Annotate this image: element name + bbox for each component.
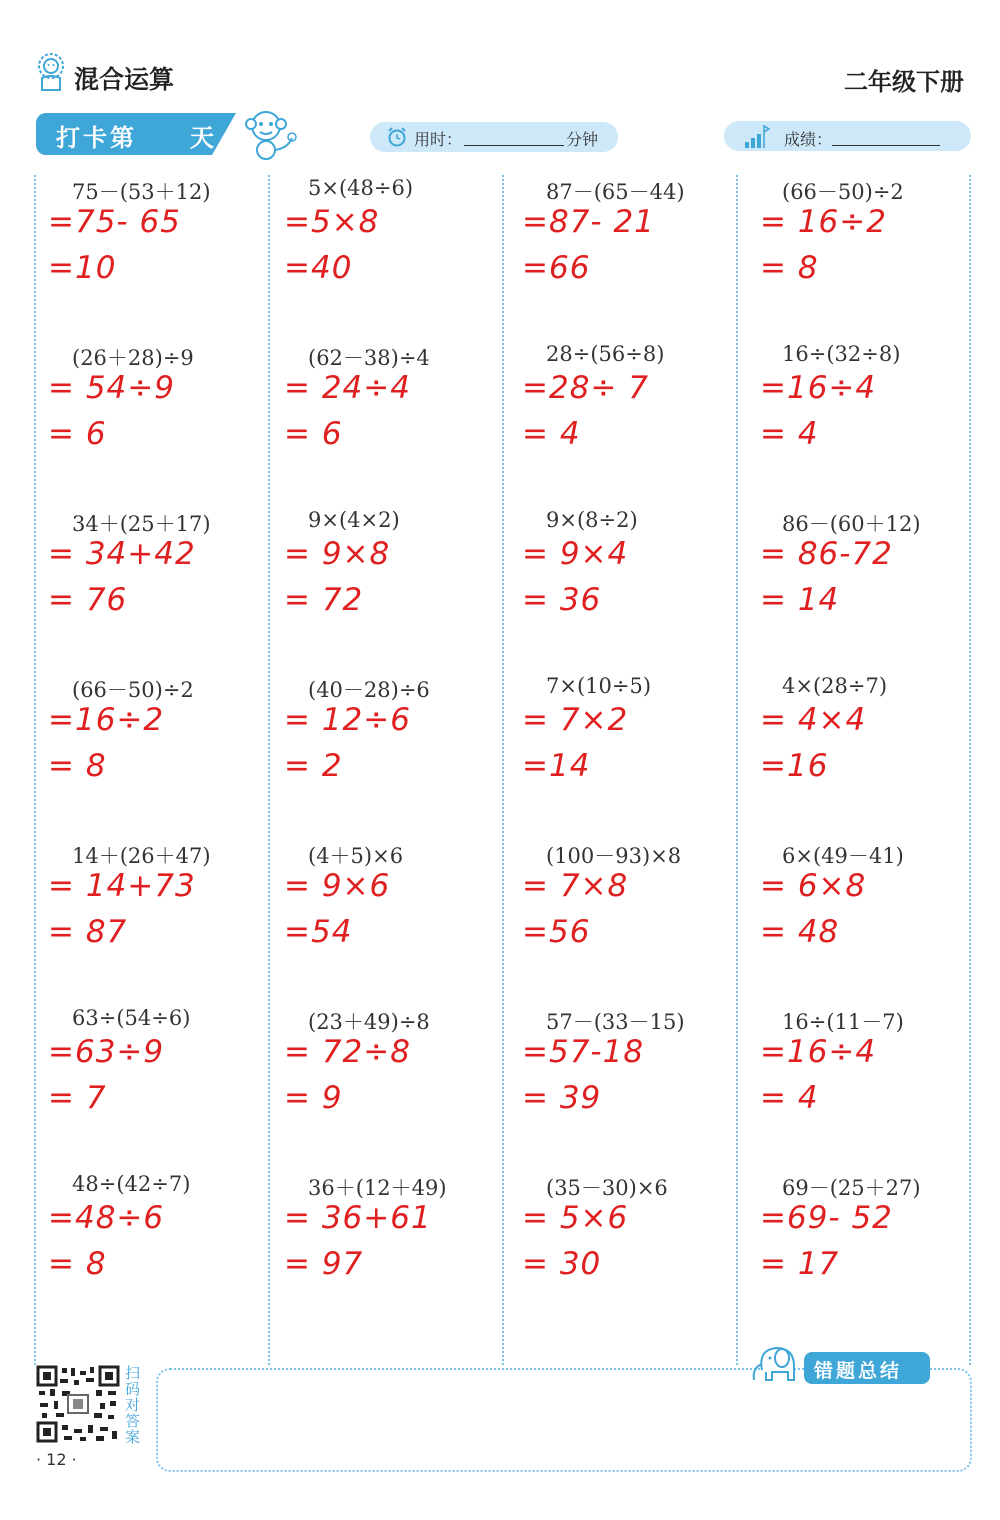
answer-step-1: =75- 65 <box>48 204 181 240</box>
problem-expression: (4＋5)×6 <box>308 844 404 868</box>
answer-step-1: = 9×4 <box>522 536 629 572</box>
answer-step-1: = 9×6 <box>284 868 391 904</box>
answer-step-1: = 5×6 <box>522 1200 629 1236</box>
problem-expression: (62－38)÷4 <box>308 346 430 370</box>
problem-expression: 5×(48÷6) <box>308 176 414 200</box>
problem-expression: 57－(33－15) <box>546 1010 685 1034</box>
answer-step-2: =56 <box>522 914 591 950</box>
problem-expression: (26＋28)÷9 <box>72 346 194 370</box>
answer-step-1: =16÷2 <box>48 702 165 738</box>
answer-step-2: = 4 <box>760 416 819 452</box>
problem-expression: 9×(4×2) <box>308 508 400 532</box>
answer-step-2: = 4 <box>760 1080 819 1116</box>
answer-step-2: = 4 <box>522 416 581 452</box>
answer-step-2: = 2 <box>284 748 343 784</box>
answer-step-1: = 12÷6 <box>284 702 411 738</box>
mistake-summary-label: 错题总结 <box>814 1360 903 1382</box>
grade-label: 二年级下册 <box>844 68 964 96</box>
problem-expression: 75－(53＋12) <box>72 180 211 204</box>
score-blank[interactable] <box>832 145 940 146</box>
answer-step-2: = 14 <box>760 582 840 618</box>
page-title: 混合运算 <box>74 65 175 94</box>
answer-step-1: = 9×8 <box>284 536 391 572</box>
alarm-clock-icon <box>386 126 408 148</box>
answer-step-2: = 8 <box>48 1246 107 1282</box>
answer-step-1: =28÷ 7 <box>522 370 649 406</box>
problem-expression: (66－50)÷2 <box>782 180 904 204</box>
problem-expression: 16÷(11－7) <box>782 1010 904 1034</box>
bar-chart-flag-icon <box>742 122 770 150</box>
answer-step-1: = 24÷4 <box>284 370 411 406</box>
answer-step-2: = 7 <box>48 1080 107 1116</box>
problem-expression: 63÷(54÷6) <box>72 1006 191 1030</box>
problem-expression: (23＋49)÷8 <box>308 1010 430 1034</box>
answer-step-2: = 17 <box>760 1246 840 1282</box>
answer-step-1: = 7×2 <box>522 702 629 738</box>
answer-step-1: = 86-72 <box>760 536 893 572</box>
problem-expression: 48÷(42÷7) <box>72 1172 191 1196</box>
problem-expression: 69－(25＋27) <box>782 1176 921 1200</box>
problem-expression: 4×(28÷7) <box>782 674 888 698</box>
answer-step-1: =5×8 <box>284 204 380 240</box>
answer-step-2: = 36 <box>522 582 602 618</box>
problem-expression: 36＋(12＋49) <box>308 1176 447 1200</box>
problem-expression: 87－(65－44) <box>546 180 685 204</box>
column-divider <box>969 175 971 1365</box>
answer-step-2: = 6 <box>284 416 343 452</box>
problem-expression: 16÷(32÷8) <box>782 342 901 366</box>
answer-step-2: = 8 <box>760 250 819 286</box>
answer-step-1: = 4×4 <box>760 702 867 738</box>
answer-step-2: = 76 <box>48 582 128 618</box>
problem-expression: (66－50)÷2 <box>72 678 194 702</box>
answer-step-2: = 87 <box>48 914 128 950</box>
problem-expression: 86－(60＋12) <box>782 512 921 536</box>
answer-step-1: = 34+42 <box>48 536 196 572</box>
problem-expression: 14＋(26＋47) <box>72 844 211 868</box>
score-label: 成绩： <box>784 130 833 149</box>
problem-expression: (40－28)÷6 <box>308 678 430 702</box>
answer-step-2: = 9 <box>284 1080 343 1116</box>
problem-expression: 28÷(56÷8) <box>546 342 665 366</box>
answer-step-2: = 39 <box>522 1080 602 1116</box>
problem-expression: 7×(10÷5) <box>546 674 652 698</box>
answer-step-2: = 48 <box>760 914 840 950</box>
column-divider <box>268 175 270 1365</box>
answer-step-1: =48÷6 <box>48 1200 165 1236</box>
qr-code-icon[interactable] <box>36 1365 120 1443</box>
elephant-icon <box>748 1340 804 1388</box>
answer-step-2: = 72 <box>284 582 364 618</box>
answer-step-1: =69- 52 <box>760 1200 893 1236</box>
time-label: 用时： <box>414 130 463 149</box>
answer-step-2: = 30 <box>522 1246 602 1282</box>
answer-step-2: =66 <box>522 250 591 286</box>
answer-step-2: =40 <box>284 250 353 286</box>
column-divider <box>34 175 36 1365</box>
answer-step-2: =54 <box>284 914 353 950</box>
checkin-day-label: 天 <box>190 124 214 152</box>
monkey-icon <box>238 104 298 162</box>
answer-step-2: = 8 <box>48 748 107 784</box>
answer-step-2: =10 <box>48 250 117 286</box>
checkin-label: 打卡第 <box>56 124 137 152</box>
answer-step-1: = 7×8 <box>522 868 629 904</box>
problem-expression: 9×(8÷2) <box>546 508 638 532</box>
answer-step-1: =57-18 <box>522 1034 645 1070</box>
page-number: · 12 · <box>36 1450 77 1469</box>
answer-step-1: = 36+61 <box>284 1200 432 1236</box>
answer-step-1: =16÷4 <box>760 370 877 406</box>
answer-step-2: = 6 <box>48 416 107 452</box>
problem-expression: (35－30)×6 <box>546 1176 668 1200</box>
answer-step-2: = 97 <box>284 1246 364 1282</box>
time-unit: 分钟 <box>566 130 599 149</box>
scan-for-answers-label: 扫码对答案 <box>125 1364 141 1446</box>
problem-expression: 34＋(25＋17) <box>72 512 211 536</box>
lion-logo-icon <box>34 52 68 92</box>
answer-step-1: = 16÷2 <box>760 204 887 240</box>
answer-step-1: = 6×8 <box>760 868 867 904</box>
column-divider <box>736 175 738 1365</box>
problem-expression: 6×(49－41) <box>782 844 904 868</box>
answer-step-1: =63÷9 <box>48 1034 165 1070</box>
answer-step-1: = 72÷8 <box>284 1034 411 1070</box>
answer-step-1: =87- 21 <box>522 204 655 240</box>
answer-step-2: =16 <box>760 748 829 784</box>
answer-step-2: =14 <box>522 748 591 784</box>
answer-step-1: = 14+73 <box>48 868 196 904</box>
problem-expression: (100－93)×8 <box>546 844 682 868</box>
time-blank[interactable] <box>464 145 564 146</box>
column-divider <box>502 175 504 1365</box>
answer-step-1: =16÷4 <box>760 1034 877 1070</box>
answer-step-1: = 54÷9 <box>48 370 175 406</box>
